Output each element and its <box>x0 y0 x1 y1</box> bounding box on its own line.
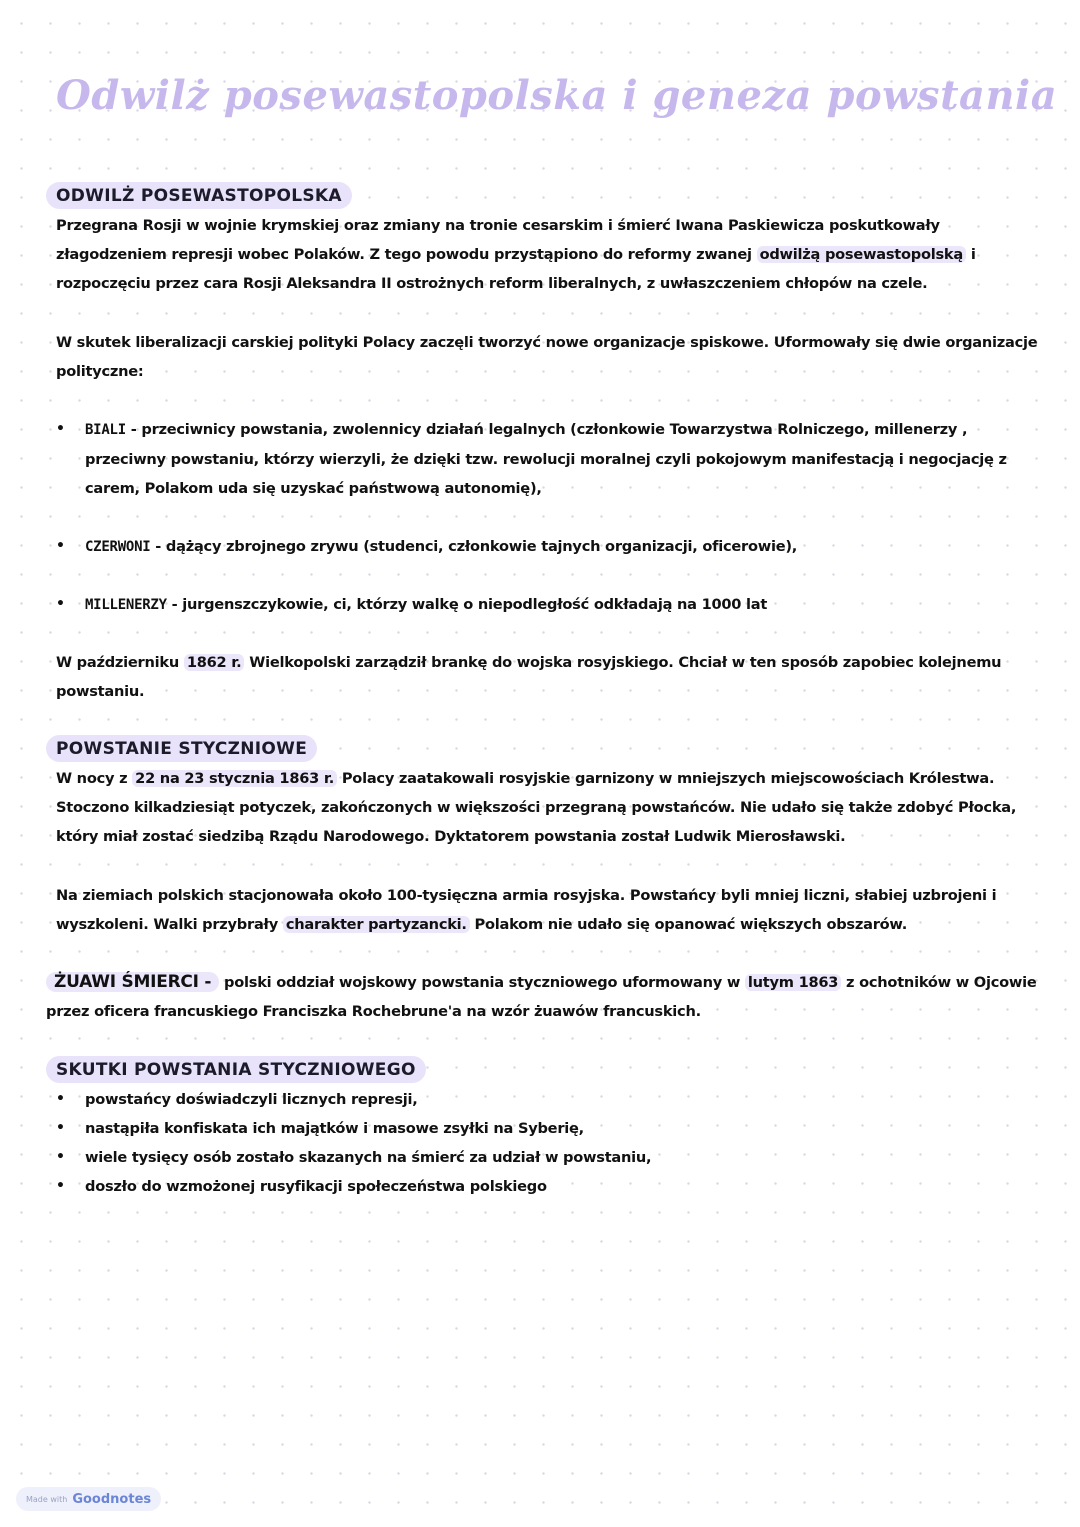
list-item <box>56 1172 1041 1201</box>
list-item-text: - jurgenszczykowie, ci, którzy walkę o niepodległość odkładają na 1000 lat <box>166 596 768 613</box>
highlight-date-1862: 1862 r. <box>184 654 245 671</box>
paragraph-text: polski oddział wojskowy powstania styczniowego uformowany w <box>219 974 745 991</box>
list-item-text: doszło do wzmożonej rusyfikacji społeczeństwa polskiego <box>85 1178 547 1195</box>
paragraph-text: Polacy zaatakowali rosyjskie garnizony w mniejszych miejscowościach Królestwa. Stoczono kilkadziesiąt potyczek, zakończonych w większości przegraną powstańców. Nie udało się także zdobyć Płocka, który miał zostać siedzibą Rządu Narodowego. Dyktatorem powstania został Ludwik Mierosławski. <box>56 770 1017 845</box>
list-item-text: - dążący zbrojnego zrywu (studenci, członkowie tajnych organizacji, oficerowie), <box>150 538 798 555</box>
list-item-czerwoni <box>56 532 1041 562</box>
paragraph-text: Wielkopolski zarządził brankę do wojska rosyjskiego. Chciał w ten sposób zapobiec kolejnemu powstaniu. <box>56 654 1002 700</box>
bullet-icon: • <box>56 1091 65 1107</box>
paragraph-powstanie-start <box>56 764 1041 851</box>
bullet-icon: • <box>56 1149 65 1165</box>
section-heading-skutki: SKUTKI POWSTANIA STYCZNIOWEGO <box>46 1056 426 1083</box>
list-item-text: powstańcy doświadczyli licznych represji, <box>85 1091 418 1108</box>
list-item <box>56 1143 1041 1172</box>
bullet-icon: • <box>56 1178 65 1194</box>
list-item-millenerzy <box>56 590 1041 620</box>
term-biali: BIALI <box>85 422 126 438</box>
list-item-text: wiele tysięcy osób zostało skazanych na śmierć za udział w powstaniu, <box>85 1149 652 1166</box>
paragraph-armia <box>56 881 1041 939</box>
paragraph-text: W nocy z <box>56 770 133 787</box>
bullet-icon: • <box>56 421 65 437</box>
page-title: Odwilż posewastopolska i geneza powstania <box>56 72 1058 119</box>
term-millenerzy: MILLENERZY <box>85 597 167 613</box>
term-czerwoni: CZERWONI <box>85 539 151 555</box>
list-item <box>56 1085 1041 1114</box>
highlight-date-1863: 22 na 23 stycznia 1863 r. <box>132 770 337 787</box>
paragraph-text: z ochotników w Ojcowie przez oficera francuskiego Franciszka Rochebrune'a na wzór żuawów francuskich. <box>46 974 1037 1020</box>
paragraph-text: Polakom nie udało się opanować większych obszarów. <box>469 916 908 933</box>
bullet-icon: • <box>56 1120 65 1136</box>
paragraph-text: Przegrana Rosji w wojnie krymskiej oraz zmiany na tronie cesarskim i śmierć Iwana Paskiewicza poskutkowały złagodzeniem represji wobec Polaków. Z tego powodu przystąpiono do reformy zwanej <box>56 217 940 263</box>
bullet-icon: • <box>56 596 65 612</box>
paragraph-zuawi <box>46 968 1041 1026</box>
consequences-list <box>56 1085 1041 1201</box>
section-heading-powstanie: POWSTANIE STYCZNIOWE <box>46 735 317 762</box>
goodnotes-badge[interactable] <box>16 1487 161 1511</box>
paragraph-text: i rozpoczęciu przez cara Rosji Aleksandra II ostrożnych reform liberalnych, z uwłaszczeniem chłopów na czele. <box>56 246 976 292</box>
paragraph-text: W październiku <box>56 654 184 671</box>
list-item <box>56 1114 1041 1143</box>
section-heading-odwilz: ODWILŻ POSEWASTOPOLSKA <box>46 182 352 209</box>
paragraph-branka <box>56 648 1041 706</box>
highlight-date-luty: lutym 1863 <box>745 974 841 991</box>
paragraph-text: Na ziemiach polskich stacjonowała około 100-tysięczna armia rosyjska. Powstańcy byli mniej liczni, słabiej uzbrojeni i wyszkoleni. Walki przybrały <box>56 887 997 933</box>
list-item-biali <box>56 415 1041 503</box>
list-item-text: - przeciwnicy powstania, zwolennicy działań legalnych (członkowie Towarzystwa Rolniczego, millenerzy , przeciwny powstaniu, którzy wierzyli, że dzięki tzw. rewolucji moralnej czyli pokojowym manifestacją i negocjację z carem, Polakom uda się uzyskać państwową autonomię), <box>85 421 1007 497</box>
paragraph-odwilz-intro <box>56 211 1041 298</box>
highlight-odwilz-term: odwilżą posewastopolską <box>757 246 966 263</box>
list-item-text: nastąpiła konfiskata ich majątków i masowe zsyłki na Syberię, <box>85 1120 584 1137</box>
term-zuawi: ŻUAWI ŚMIERCI - <box>46 972 219 992</box>
bullet-icon: • <box>56 538 65 554</box>
highlight-partyzancki: charakter partyzancki. <box>283 916 470 933</box>
made-with-label: Made with <box>26 1494 68 1504</box>
paragraph-organizations: W skutek liberalizacji carskiej polityki Polacy zaczęli tworzyć nowe organizacje spiskowe. Uformowały się dwie organizacje polityczne: <box>56 334 1038 380</box>
goodnotes-logo: Goodnotes <box>72 1491 152 1507</box>
